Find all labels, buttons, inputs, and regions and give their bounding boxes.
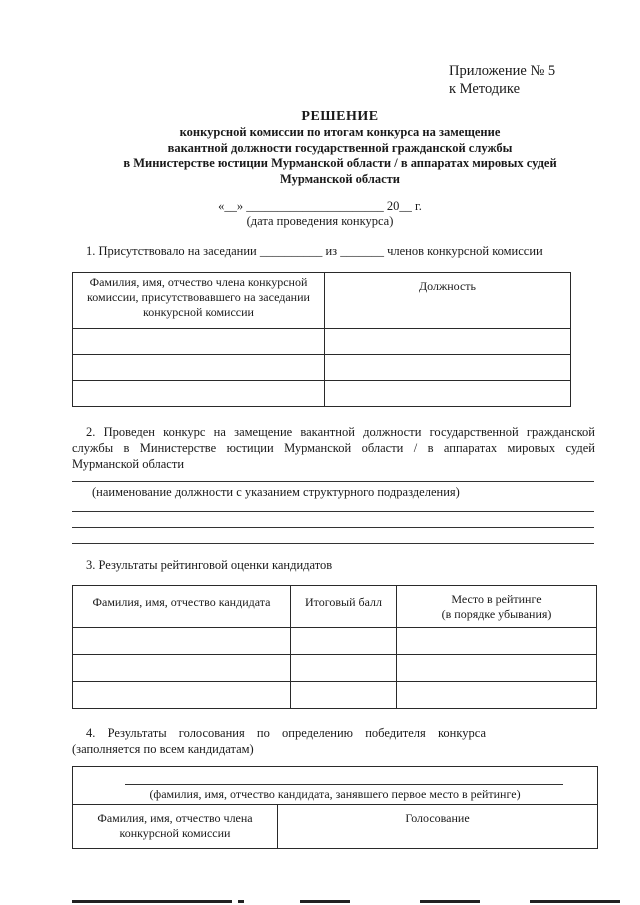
rating-table-header bbox=[73, 586, 597, 628]
voting-table bbox=[72, 766, 598, 849]
table-row bbox=[73, 329, 571, 355]
voting-table-header bbox=[73, 805, 598, 849]
scan-artifact bbox=[530, 900, 620, 903]
subtitle-line4: Мурманской области bbox=[279, 171, 401, 186]
table-cell[interactable] bbox=[291, 682, 397, 709]
table-cell[interactable] bbox=[291, 655, 397, 682]
rating-place-header-line2: (в порядке убывания) bbox=[441, 607, 552, 621]
table-cell[interactable] bbox=[397, 655, 597, 682]
voting-col-member-header: Фамилия, имя, отчество члена конкурсной комиссии bbox=[73, 805, 278, 849]
document-title: РЕШЕНИЕ bbox=[301, 109, 379, 124]
voting-candidate-row bbox=[73, 767, 598, 805]
table-cell[interactable] bbox=[291, 628, 397, 655]
table-cell[interactable] bbox=[73, 329, 325, 355]
table-row bbox=[73, 355, 571, 381]
scan-artifact bbox=[72, 900, 232, 903]
section4-line2: (заполняется по всем кандидатам) bbox=[72, 742, 254, 756]
section4-line1-text: 4. Результаты голосования по определению победителя конкурса bbox=[86, 726, 486, 740]
voting-col-vote-header: Голосование bbox=[278, 805, 598, 849]
document-subtitle bbox=[60, 125, 620, 187]
table-cell[interactable] bbox=[325, 381, 571, 407]
members-col-name-header: Фамилия, имя, отчество члена конкурсной комиссии, присутствовавшего на заседании конкурсной комиссии bbox=[73, 273, 325, 329]
table-cell[interactable] bbox=[397, 682, 597, 709]
rating-col-place-header bbox=[397, 586, 597, 628]
members-col-position-header: Должность bbox=[325, 273, 571, 329]
table-cell[interactable] bbox=[73, 381, 325, 407]
table-cell[interactable] bbox=[73, 355, 325, 381]
fill-line[interactable] bbox=[72, 543, 594, 544]
rating-table bbox=[72, 585, 597, 709]
voting-candidate-cell[interactable] bbox=[73, 767, 598, 805]
appendix-line2: к Методике bbox=[449, 81, 521, 97]
subtitle-line3: в Министерстве юстиции Мурманской области / в аппаратах мировых судей bbox=[123, 156, 557, 170]
table-row bbox=[73, 381, 571, 407]
section2-line3: Мурманской области bbox=[72, 457, 185, 471]
subtitle-line1: конкурсной комиссии по итогам конкурса на замещение bbox=[179, 125, 501, 139]
date-caption: (дата проведения конкурса) bbox=[246, 214, 394, 228]
section3-text: 3. Результаты рейтинговой оценки кандидатов bbox=[86, 558, 333, 572]
fill-line[interactable] bbox=[72, 527, 594, 528]
table-row bbox=[73, 682, 597, 709]
rating-place-header-line1: Место в рейтинге bbox=[451, 592, 542, 606]
table-cell[interactable] bbox=[325, 329, 571, 355]
table-row bbox=[73, 655, 597, 682]
section2-line2: службы в Министерстве юстиции Мурманской области / в аппаратах мировых судей bbox=[72, 441, 595, 455]
table-row bbox=[73, 628, 597, 655]
date-line: «__» ______________________ 20__ г. bbox=[218, 199, 422, 213]
section1-text: 1. Присутствовало на заседании __________ из _______ членов конкурсной комиссии bbox=[86, 244, 543, 258]
table-cell[interactable] bbox=[325, 355, 571, 381]
rating-col-name-header: Фамилия, имя, отчество кандидата bbox=[73, 586, 291, 628]
fill-line[interactable] bbox=[72, 511, 594, 512]
rating-col-score-header: Итоговый балл bbox=[291, 586, 397, 628]
scan-artifact bbox=[420, 900, 480, 903]
candidate-name-line[interactable] bbox=[125, 784, 563, 785]
section2-line1-text: 2. Проведен конкурс на замещение вакантной должности государственной гражданской bbox=[86, 425, 595, 439]
appendix-note bbox=[449, 62, 555, 98]
members-table bbox=[72, 272, 571, 407]
table-cell[interactable] bbox=[73, 682, 291, 709]
section2-line1 bbox=[72, 424, 595, 440]
position-name-line[interactable] bbox=[72, 481, 594, 482]
table-cell[interactable] bbox=[73, 655, 291, 682]
scan-artifact bbox=[238, 900, 244, 903]
section4-line1 bbox=[72, 725, 486, 741]
scan-artifact bbox=[300, 900, 350, 903]
members-table-header bbox=[73, 273, 571, 329]
position-name-caption: (наименование должности с указанием структурного подразделения) bbox=[92, 485, 460, 499]
candidate-caption: (фамилия, имя, отчество кандидата, занявшего первое место в рейтинге) bbox=[149, 787, 521, 801]
table-cell[interactable] bbox=[73, 628, 291, 655]
table-cell[interactable] bbox=[397, 628, 597, 655]
subtitle-line2: вакантной должности государственной гражданской службы bbox=[167, 140, 513, 155]
appendix-line1: Приложение № 5 bbox=[449, 63, 556, 79]
